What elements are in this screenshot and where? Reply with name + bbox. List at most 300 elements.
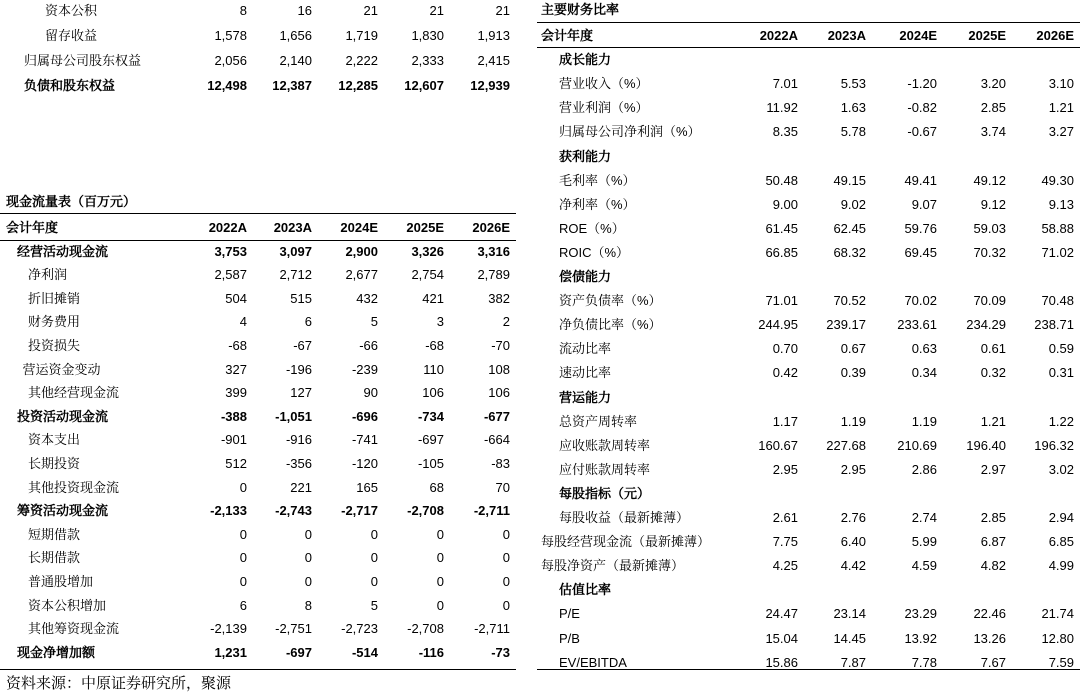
value-cell: 4 bbox=[239, 314, 247, 330]
value-cell: 210.69 bbox=[897, 437, 937, 453]
value-cell: 1.63 bbox=[840, 100, 866, 116]
value-cell: -356 bbox=[285, 456, 312, 471]
value-cell: 3.20 bbox=[980, 76, 1006, 92]
value-cell: -901 bbox=[220, 432, 247, 448]
table-row bbox=[0, 570, 516, 594]
value-cell: 15.86 bbox=[765, 654, 798, 670]
table-row bbox=[0, 617, 516, 641]
value-cell: 49.12 bbox=[973, 172, 1006, 188]
value-cell: 9.13 bbox=[1048, 196, 1074, 212]
row-label: 资产负债率（%） bbox=[559, 293, 662, 309]
value-cell: 59.76 bbox=[904, 220, 937, 236]
row-label: 负债和股东权益 bbox=[24, 78, 116, 93]
table-row bbox=[0, 476, 516, 500]
table-row bbox=[537, 651, 1080, 675]
row-label: 经营活动现金流 bbox=[17, 243, 109, 259]
value-cell: 3 bbox=[436, 314, 444, 330]
row-label: P/E bbox=[559, 606, 580, 622]
value-cell: 0.63 bbox=[911, 341, 937, 357]
value-cell: 1,830 bbox=[411, 28, 444, 43]
value-cell: 1,719 bbox=[345, 28, 378, 43]
value-cell: 71.02 bbox=[1041, 244, 1074, 260]
value-cell: 2,712 bbox=[279, 267, 312, 283]
ratios-title: 主要财务比率 bbox=[541, 2, 620, 17]
row-label: 投资活动现金流 bbox=[17, 408, 109, 424]
value-cell: 0 bbox=[370, 574, 378, 589]
value-cell: 6 bbox=[304, 314, 312, 330]
value-cell: 12,285 bbox=[338, 78, 378, 93]
row-label: 投资损失 bbox=[28, 338, 81, 353]
row-label: 偿债能力 bbox=[559, 269, 612, 284]
value-cell: 15.04 bbox=[765, 630, 798, 646]
value-cell: 2,900 bbox=[345, 243, 378, 259]
value-cell: -2,743 bbox=[275, 503, 312, 519]
value-cell: 8.35 bbox=[772, 124, 798, 140]
value-cell: 3,753 bbox=[214, 243, 247, 259]
value-cell: 4.42 bbox=[840, 558, 866, 574]
value-cell: 1.17 bbox=[772, 413, 798, 429]
value-cell: -697 bbox=[285, 644, 312, 660]
value-cell: -70 bbox=[491, 338, 510, 353]
value-cell: 1,656 bbox=[279, 28, 312, 43]
value-cell: 70 bbox=[495, 479, 510, 495]
row-label: 流动比率 bbox=[559, 341, 612, 357]
year-header-cell: 2022A bbox=[208, 220, 247, 235]
value-cell: 0 bbox=[502, 550, 510, 566]
row-label: 资本公积增加 bbox=[28, 597, 107, 613]
value-cell: 24.47 bbox=[765, 606, 798, 622]
value-cell: 70.02 bbox=[904, 293, 937, 309]
row-label: 归属母公司股东权益 bbox=[24, 53, 142, 68]
value-cell: 7.75 bbox=[772, 534, 798, 550]
value-cell: 0 bbox=[502, 597, 510, 613]
table-header-row bbox=[537, 24, 1080, 48]
value-cell: 0 bbox=[304, 550, 312, 566]
row-label: 长期投资 bbox=[28, 456, 81, 471]
row-label: 净利率（%） bbox=[559, 196, 636, 212]
table-row bbox=[537, 554, 1080, 578]
row-label: 每股净资产（最新摊薄） bbox=[541, 558, 685, 574]
value-cell: 327 bbox=[225, 361, 247, 377]
value-cell: -66 bbox=[359, 338, 378, 353]
value-cell: 2,333 bbox=[411, 53, 444, 68]
value-cell: 68.32 bbox=[833, 244, 866, 260]
value-cell: 165 bbox=[356, 479, 378, 495]
value-cell: -2,139 bbox=[210, 621, 247, 637]
value-cell: -1,051 bbox=[275, 408, 312, 424]
value-cell: 1.22 bbox=[1048, 413, 1074, 429]
value-cell: 2.61 bbox=[772, 510, 798, 525]
row-label: 营业利润（%） bbox=[559, 100, 649, 116]
row-label: P/B bbox=[559, 630, 580, 646]
value-cell: 7.87 bbox=[840, 654, 866, 670]
value-cell: 2.86 bbox=[911, 461, 937, 477]
value-cell: 233.61 bbox=[897, 317, 937, 333]
table-row bbox=[537, 434, 1080, 458]
row-label: 应付账款周转率 bbox=[559, 461, 651, 477]
row-label: 每股指标（元） bbox=[559, 485, 651, 501]
value-cell: 5 bbox=[370, 597, 378, 613]
row-label: 短期借款 bbox=[28, 526, 81, 542]
value-cell: 0 bbox=[304, 574, 312, 589]
section-header-row bbox=[537, 48, 1080, 72]
value-cell: -73 bbox=[491, 644, 510, 660]
value-cell: 90 bbox=[363, 385, 378, 401]
table-row bbox=[0, 287, 516, 311]
value-cell: 2.97 bbox=[980, 461, 1006, 477]
value-cell: 0.32 bbox=[980, 365, 1006, 381]
value-cell: 160.67 bbox=[758, 437, 798, 453]
value-cell: 5 bbox=[370, 314, 378, 330]
value-cell: -196 bbox=[285, 361, 312, 377]
value-cell: 2,056 bbox=[214, 53, 247, 68]
table-row bbox=[537, 361, 1080, 385]
table-row bbox=[537, 506, 1080, 530]
value-cell: 49.41 bbox=[904, 172, 937, 188]
section-header-row bbox=[537, 145, 1080, 169]
value-cell: 0 bbox=[436, 574, 444, 589]
table-row bbox=[0, 523, 516, 547]
value-cell: 2,415 bbox=[477, 53, 510, 68]
value-cell: 0.70 bbox=[772, 341, 798, 357]
value-cell: 8 bbox=[304, 597, 312, 613]
value-cell: -116 bbox=[418, 644, 444, 660]
value-cell: 0 bbox=[436, 597, 444, 613]
table-row bbox=[0, 310, 516, 334]
value-cell: -734 bbox=[417, 408, 444, 424]
value-cell: 108 bbox=[488, 361, 510, 377]
value-cell: 2.94 bbox=[1048, 510, 1074, 525]
value-cell: -741 bbox=[351, 432, 378, 448]
value-cell: 2,677 bbox=[345, 267, 378, 283]
value-cell: 21 bbox=[495, 3, 510, 18]
row-label: ROIC（%） bbox=[559, 244, 630, 260]
year-header-cell: 2022A bbox=[759, 28, 798, 43]
value-cell: -83 bbox=[491, 456, 510, 471]
value-cell: 3.02 bbox=[1048, 461, 1074, 477]
value-cell: 0 bbox=[239, 550, 247, 566]
row-label: 成长能力 bbox=[559, 52, 612, 68]
table-row bbox=[0, 0, 516, 23]
value-cell: 239.17 bbox=[826, 317, 866, 333]
row-label: 净负债比率（%） bbox=[559, 317, 662, 333]
value-cell: 244.95 bbox=[758, 317, 798, 333]
value-cell: 58.88 bbox=[1041, 220, 1074, 236]
value-cell: 1.19 bbox=[911, 413, 937, 429]
table-row bbox=[0, 428, 516, 452]
value-cell: 9.12 bbox=[980, 196, 1006, 212]
row-label: 每股收益（最新摊薄） bbox=[559, 510, 690, 525]
section-header-row bbox=[537, 265, 1080, 289]
table-row bbox=[0, 263, 516, 287]
value-cell: 2.74 bbox=[911, 510, 937, 525]
value-cell: -916 bbox=[285, 432, 312, 448]
value-cell: 1.21 bbox=[980, 413, 1006, 429]
value-cell: 5.53 bbox=[840, 76, 866, 92]
value-cell: 7.78 bbox=[911, 654, 937, 670]
table-row bbox=[0, 23, 516, 48]
value-cell: 0.39 bbox=[840, 365, 866, 381]
value-cell: 0 bbox=[239, 479, 247, 495]
value-cell: 1,578 bbox=[214, 28, 247, 43]
value-cell: -67 bbox=[293, 338, 312, 353]
row-label: 财务费用 bbox=[28, 314, 81, 330]
value-cell: 61.45 bbox=[765, 220, 798, 236]
cashflow-bottom-rule bbox=[0, 669, 516, 670]
value-cell: -1.20 bbox=[907, 76, 937, 92]
cashflow-title-rule bbox=[0, 213, 516, 214]
value-cell: -2,723 bbox=[341, 621, 378, 637]
table-row bbox=[0, 240, 516, 264]
row-label: 资本支出 bbox=[28, 432, 81, 448]
value-cell: 2 bbox=[502, 314, 510, 330]
value-cell: 0 bbox=[436, 526, 444, 542]
row-label: 现金净增加额 bbox=[17, 644, 96, 660]
value-cell: 2,222 bbox=[345, 53, 378, 68]
value-cell: 196.32 bbox=[1034, 437, 1074, 453]
row-label: 总资产周转率 bbox=[559, 413, 638, 429]
value-cell: 21.74 bbox=[1041, 606, 1074, 622]
value-cell: 0.61 bbox=[980, 341, 1006, 357]
value-cell: -68 bbox=[228, 338, 247, 353]
value-cell: 6.87 bbox=[980, 534, 1006, 550]
table-row bbox=[537, 602, 1080, 626]
value-cell: 59.03 bbox=[973, 220, 1006, 236]
value-cell: 2,587 bbox=[214, 267, 247, 283]
row-label: 折旧摊销 bbox=[28, 290, 81, 306]
value-cell: 0 bbox=[239, 574, 247, 589]
value-cell: 49.30 bbox=[1041, 172, 1074, 188]
value-cell: 12.80 bbox=[1041, 630, 1074, 646]
value-cell: -68 bbox=[425, 338, 444, 353]
value-cell: 9.07 bbox=[911, 196, 937, 212]
value-cell: -697 bbox=[417, 432, 444, 448]
row-label: 留存收益 bbox=[45, 28, 98, 43]
table-row bbox=[537, 72, 1080, 96]
value-cell: 0.31 bbox=[1048, 365, 1074, 381]
value-cell: 49.15 bbox=[833, 172, 866, 188]
value-cell: -239 bbox=[351, 361, 378, 377]
table-row bbox=[537, 96, 1080, 120]
value-cell: 3,316 bbox=[477, 243, 510, 259]
value-cell: 0.59 bbox=[1048, 341, 1074, 357]
table-row bbox=[0, 358, 516, 382]
section-header-row bbox=[537, 386, 1080, 410]
value-cell: 0 bbox=[370, 550, 378, 566]
value-cell: 12,387 bbox=[272, 78, 312, 93]
value-cell: 4.25 bbox=[772, 558, 798, 574]
value-cell: 3,097 bbox=[279, 243, 312, 259]
value-cell: 21 bbox=[363, 3, 378, 18]
value-cell: 23.29 bbox=[904, 606, 937, 622]
table-row bbox=[0, 499, 516, 523]
header-label: 会计年度 bbox=[6, 220, 59, 235]
table-row bbox=[537, 458, 1080, 482]
value-cell: 238.71 bbox=[1034, 317, 1074, 333]
value-cell: 106 bbox=[422, 385, 444, 401]
value-cell: 512 bbox=[225, 456, 247, 471]
value-cell: 0 bbox=[502, 526, 510, 542]
value-cell: 5.99 bbox=[911, 534, 937, 550]
value-cell: 3.27 bbox=[1048, 124, 1074, 140]
table-row bbox=[0, 48, 516, 73]
value-cell: 12,939 bbox=[470, 78, 510, 93]
value-cell: 23.14 bbox=[833, 606, 866, 622]
balance-sheet-tail bbox=[0, 0, 520, 100]
value-cell: -120 bbox=[351, 456, 378, 471]
value-cell: 2,789 bbox=[477, 267, 510, 283]
row-label: 估值比率 bbox=[559, 582, 612, 598]
value-cell: 196.40 bbox=[966, 437, 1006, 453]
value-cell: 70.48 bbox=[1041, 293, 1074, 309]
value-cell: 12,607 bbox=[404, 78, 444, 93]
table-row bbox=[0, 594, 516, 618]
row-label: 长期借款 bbox=[28, 550, 81, 566]
row-label: 其他经营现金流 bbox=[28, 385, 120, 401]
value-cell: 0 bbox=[370, 526, 378, 542]
value-cell: -2,711 bbox=[474, 621, 510, 637]
table-row bbox=[0, 452, 516, 476]
table-row bbox=[537, 193, 1080, 217]
value-cell: 13.92 bbox=[904, 630, 937, 646]
value-cell: 4.82 bbox=[980, 558, 1006, 574]
year-header-cell: 2025E bbox=[968, 28, 1006, 43]
value-cell: -2,133 bbox=[210, 503, 247, 519]
value-cell: 6 bbox=[239, 597, 247, 613]
value-cell: 127 bbox=[290, 385, 312, 401]
header-label: 会计年度 bbox=[541, 28, 594, 43]
value-cell: 13.26 bbox=[973, 630, 1006, 646]
row-label: 普通股增加 bbox=[28, 574, 94, 589]
row-label: 其他筹资现金流 bbox=[28, 621, 120, 637]
value-cell: 3.10 bbox=[1048, 76, 1074, 92]
table-row bbox=[0, 546, 516, 570]
value-cell: 3.74 bbox=[980, 124, 1006, 140]
value-cell: 12,498 bbox=[207, 78, 247, 93]
value-cell: 21 bbox=[429, 3, 444, 18]
table-row bbox=[537, 217, 1080, 241]
cashflow-table bbox=[0, 216, 520, 672]
value-cell: 0 bbox=[436, 550, 444, 566]
row-label: 资本公积 bbox=[45, 3, 98, 18]
value-cell: -2,708 bbox=[407, 621, 444, 637]
value-cell: 66.85 bbox=[765, 244, 798, 260]
value-cell: 0.67 bbox=[840, 341, 866, 357]
row-label: 归属母公司净利润（%） bbox=[559, 124, 701, 140]
value-cell: 110 bbox=[423, 361, 444, 377]
table-row bbox=[537, 337, 1080, 361]
value-cell: 70.52 bbox=[833, 293, 866, 309]
table-row bbox=[537, 313, 1080, 337]
value-cell: 70.09 bbox=[973, 293, 1006, 309]
value-cell: 69.45 bbox=[904, 244, 937, 260]
table-row bbox=[537, 627, 1080, 651]
value-cell: -677 bbox=[483, 408, 510, 424]
value-cell: 3,326 bbox=[411, 243, 444, 259]
value-cell: 71.01 bbox=[765, 293, 798, 309]
value-cell: 68 bbox=[429, 479, 444, 495]
table-row bbox=[537, 120, 1080, 144]
ratios-table bbox=[537, 24, 1080, 672]
value-cell: 22.46 bbox=[973, 606, 1006, 622]
value-cell: -514 bbox=[351, 644, 378, 660]
value-cell: 432 bbox=[356, 290, 378, 306]
cashflow-title: 现金流量表（百万元） bbox=[6, 194, 137, 209]
value-cell: 0.34 bbox=[911, 365, 937, 381]
year-header-cell: 2026E bbox=[472, 220, 510, 235]
year-header-cell: 2023A bbox=[827, 28, 866, 43]
row-label: 获利能力 bbox=[559, 148, 612, 164]
row-label: 毛利率（%） bbox=[559, 172, 636, 188]
table-row bbox=[537, 169, 1080, 193]
year-header-cell: 2024E bbox=[899, 28, 937, 43]
year-header-cell: 2026E bbox=[1036, 28, 1074, 43]
value-cell: -2,751 bbox=[275, 621, 312, 637]
value-cell: 1.19 bbox=[840, 413, 866, 429]
value-cell: -388 bbox=[220, 408, 247, 424]
value-cell: -2,708 bbox=[407, 503, 444, 519]
value-cell: 16 bbox=[297, 3, 312, 18]
value-cell: 106 bbox=[488, 385, 510, 401]
value-cell: 2,754 bbox=[411, 267, 444, 283]
value-cell: 0 bbox=[239, 526, 247, 542]
value-cell: 234.29 bbox=[966, 317, 1006, 333]
row-label: 营运能力 bbox=[559, 389, 612, 405]
table-header-row bbox=[0, 216, 516, 240]
value-cell: 2.95 bbox=[772, 461, 798, 477]
value-cell: 4.99 bbox=[1048, 558, 1074, 574]
row-label: EV/EBITDA bbox=[559, 654, 627, 670]
value-cell: 0 bbox=[502, 574, 510, 589]
value-cell: 382 bbox=[488, 290, 510, 306]
section-header-row bbox=[537, 578, 1080, 602]
ratios-header-rule bbox=[537, 47, 1080, 48]
table-row bbox=[537, 410, 1080, 434]
table-row bbox=[537, 289, 1080, 313]
value-cell: 14.45 bbox=[833, 630, 866, 646]
value-cell: 7.59 bbox=[1048, 654, 1074, 670]
value-cell: 7.67 bbox=[980, 654, 1006, 670]
table-row bbox=[0, 381, 516, 405]
section-header-row bbox=[537, 482, 1080, 506]
value-cell: 7.01 bbox=[772, 76, 798, 92]
value-cell: 8 bbox=[239, 3, 247, 18]
row-label: 每股经营现金流（最新摊薄） bbox=[541, 534, 711, 550]
value-cell: 399 bbox=[225, 385, 247, 401]
value-cell: 515 bbox=[290, 290, 312, 306]
value-cell: 2.85 bbox=[980, 100, 1006, 116]
value-cell: -664 bbox=[483, 432, 510, 448]
value-cell: 1,231 bbox=[214, 644, 247, 660]
value-cell: -696 bbox=[351, 408, 378, 424]
value-cell: 221 bbox=[290, 479, 312, 495]
value-cell: 0.42 bbox=[772, 365, 798, 381]
value-cell: 227.68 bbox=[826, 437, 866, 453]
value-cell: 5.78 bbox=[840, 124, 866, 140]
row-label: 净利润 bbox=[28, 267, 68, 283]
value-cell: 2.76 bbox=[840, 510, 866, 525]
value-cell: -105 bbox=[417, 456, 444, 471]
table-row bbox=[0, 641, 516, 665]
cashflow-header-rule bbox=[0, 240, 516, 241]
row-label: 营业收入（%） bbox=[559, 76, 649, 92]
value-cell: 50.48 bbox=[765, 172, 798, 188]
value-cell: 2,140 bbox=[279, 53, 312, 68]
value-cell: 9.02 bbox=[840, 196, 866, 212]
value-cell: 62.45 bbox=[833, 220, 866, 236]
table-row bbox=[537, 530, 1080, 554]
value-cell: -0.67 bbox=[907, 124, 937, 140]
